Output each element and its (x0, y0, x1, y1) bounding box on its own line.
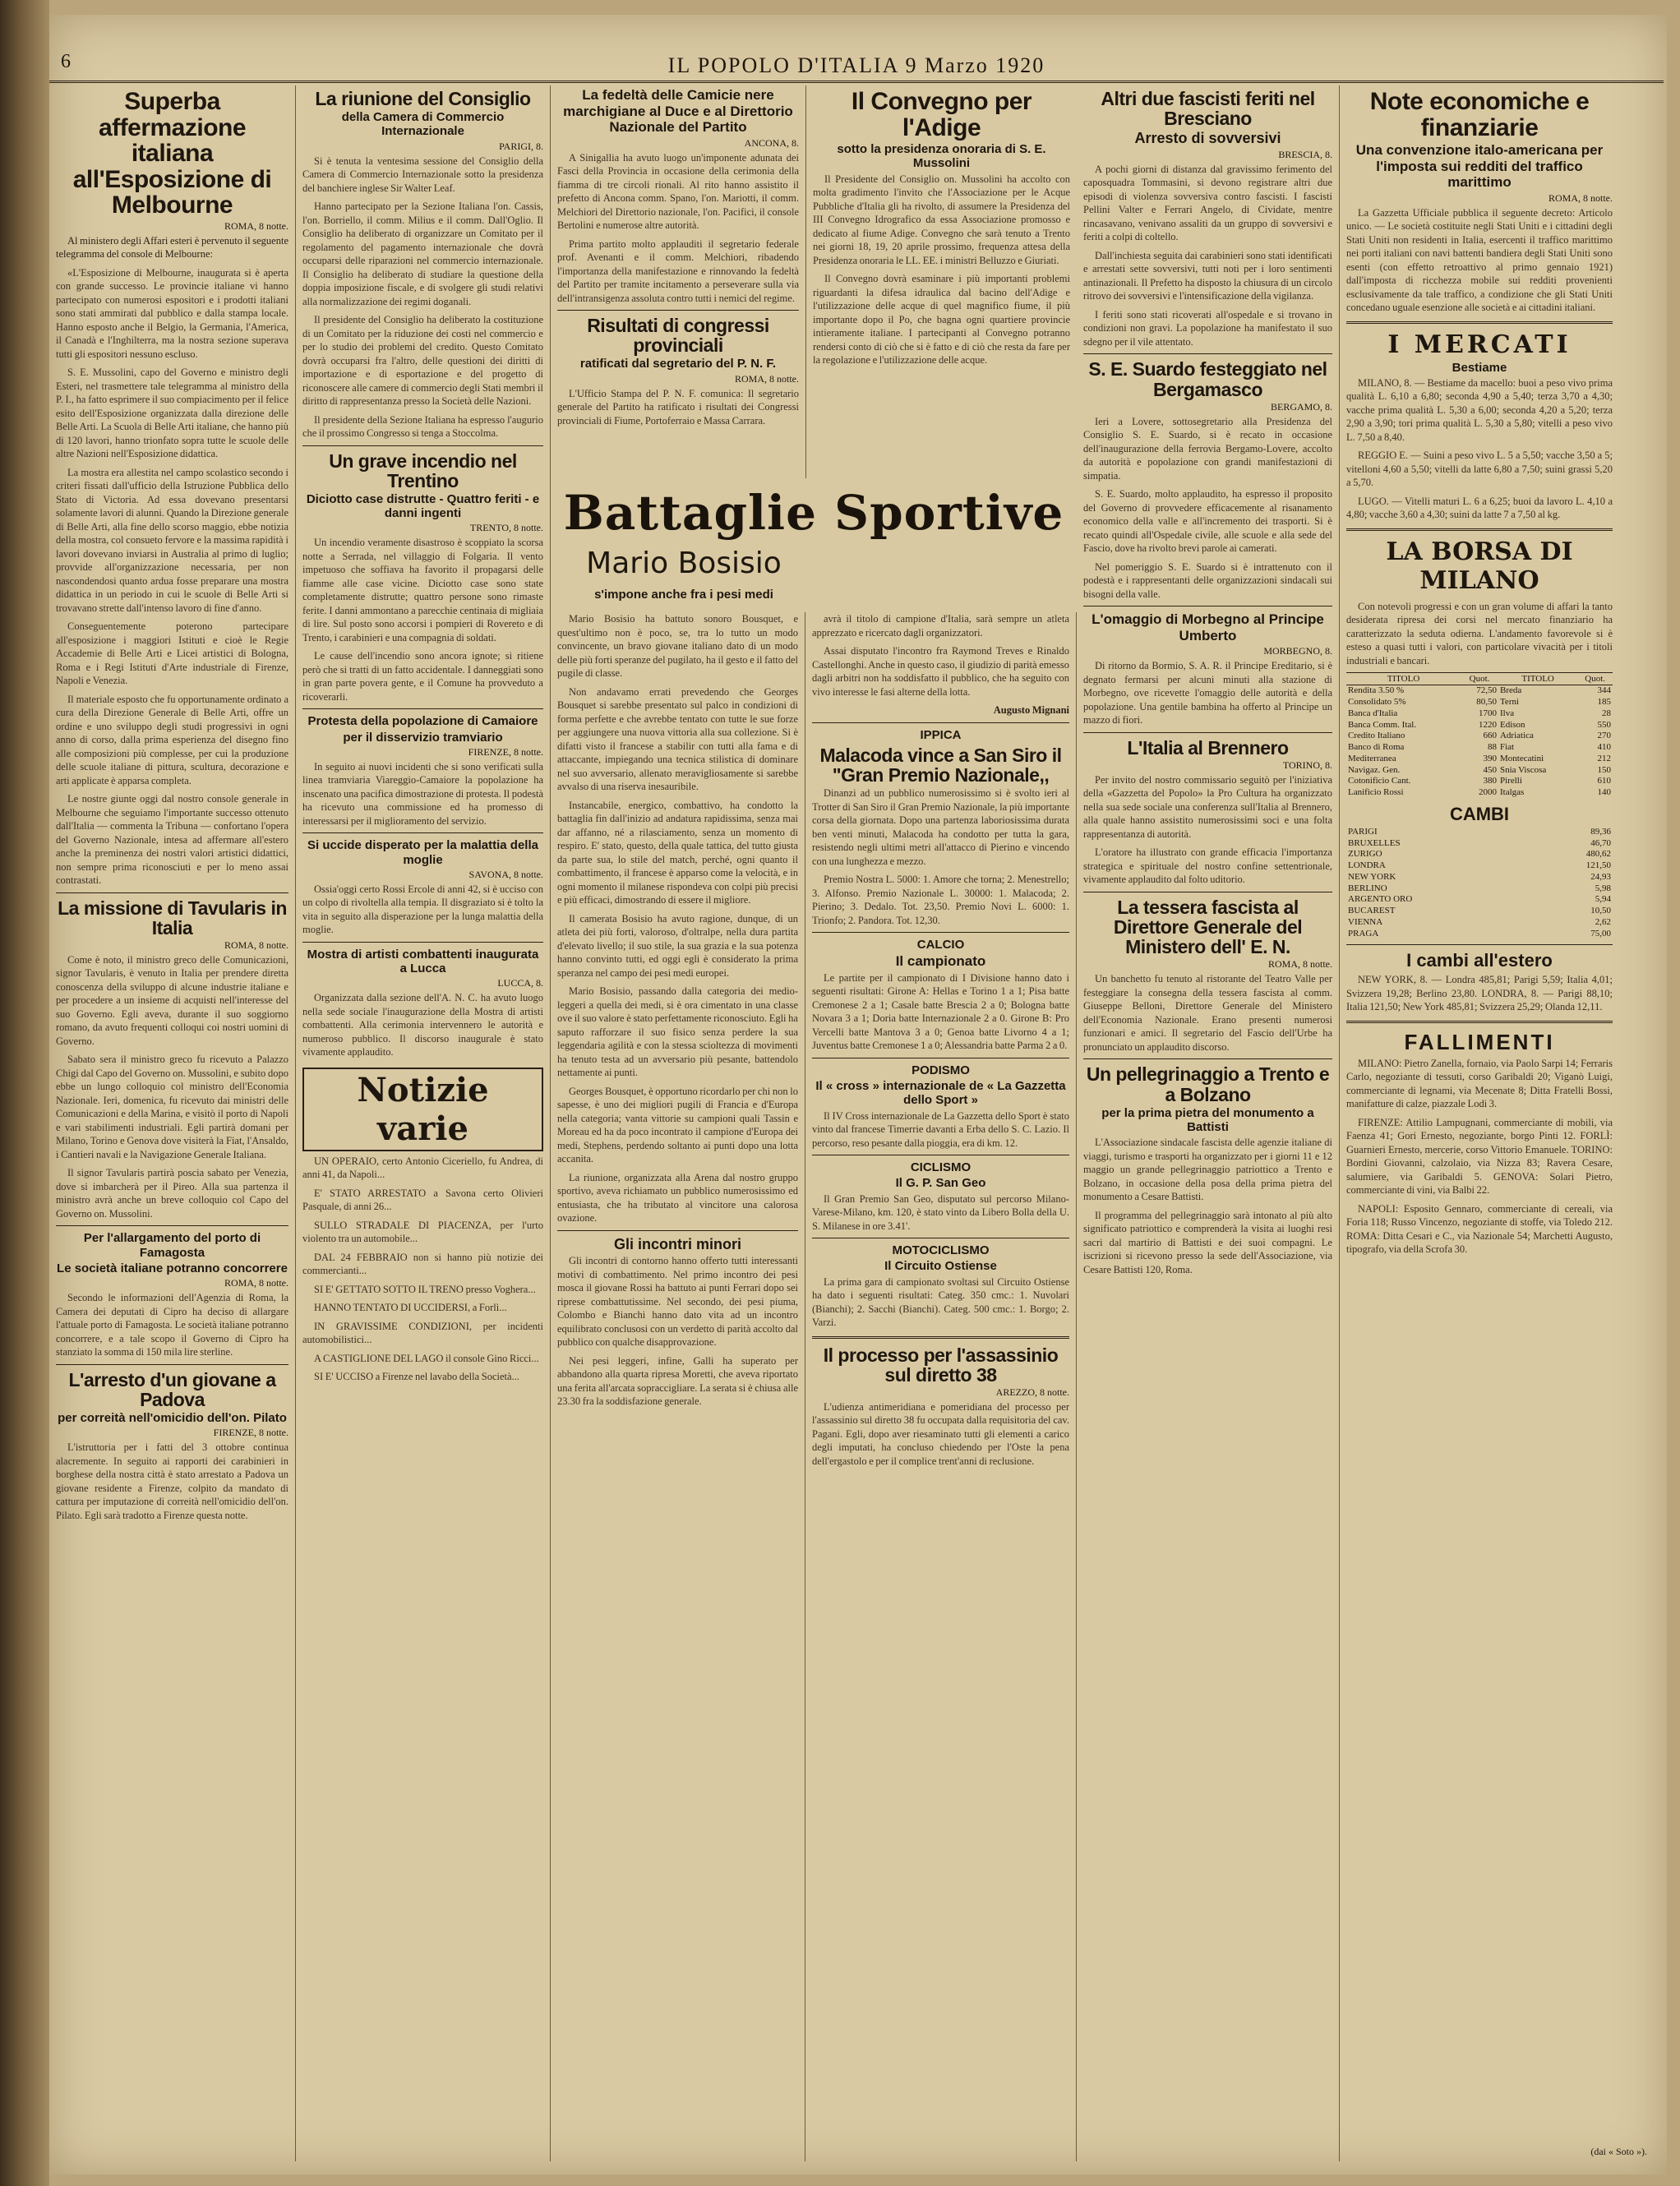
headline-bosisio: Mario Bosisio (586, 546, 782, 580)
table-cell: Breda (1499, 685, 1522, 696)
news-item: E' STATO ARRESTATO a Savona certo Olivieri Pasquale, di anni 26... (302, 1187, 543, 1213)
section-cambi-estero: I cambi all'estero (1406, 950, 1553, 971)
dateline: ANCONA, 8. (744, 136, 799, 149)
dateline: TORINO, 8. (1282, 759, 1332, 771)
article-text: Prima partito molto applauditi il segretario federale prof. Avenanti e il comm. Melchiori, ribadendo l'importanza della manifestazione e rinnovando la fedeltà del Partito per tramite incitamento a perseverare sulla via dell'intransigenza assoluta contro tutti i nemici del regime. (557, 238, 799, 304)
section-calcio: CALCIO (916, 938, 965, 952)
table-cell: Italgas (1499, 787, 1525, 798)
article-text: Il camerata Bosisio ha avuto ragione, dunque, di un atleta dei più forti, valoroso, d'oltralpe, nella dura partita d'elevato livello; il suo stile, la sua grazia e la sua potenza hanno convinto tutti, ed oggi egli è considerato la prima speranza nel campo dei pesi medi europei. (557, 912, 798, 979)
article-text: Instancabile, energico, combattivo, ha condotto la battaglia fin dall'inizio ad andatura rapidissima, senza mai dar affanno, né a rilasciamento, senza un momento di respiro. E' stato, questo, della quale tattica, del tutto giusta da parte sua, lo stile del match, perché, ogni quanto il combattimento, il francese è apparso come la velocità, e in ogni momento il milanese rispondeva con colpi più precisi e più efficaci, dimostrando di essere il migliore. (557, 799, 798, 906)
table-cell: 150 (1597, 764, 1611, 775)
table-row (1346, 742, 1613, 754)
table-row (1346, 776, 1613, 787)
table-row (1346, 765, 1613, 777)
dateline: ROMA, 8 notte. (224, 219, 288, 232)
table-cell: Consolidato 5% (1348, 697, 1406, 708)
table-cell: Banca d'Italia (1348, 708, 1398, 718)
article-text: Dall'inchiesta seguita dai carabinieri sono stati identificati e arrestati sette sovversivi, tutti noti per i loro sentimenti antinazionali. Il Prefetto ha disposto la chiusura di un circolo ritrovo dei sovversivi e l'intensificazione della vigilanza. (1083, 249, 1332, 302)
article-text: Mario Bosisio ha battuto sonoro Bousquet, e quest'ultimo non è poco, se, tra lo tutto un modo convincente, un bravo giovane italiano dato di un modo delle più forti speranze del pugilato, ha il gesto e il fatto del pugile di classe. (557, 613, 798, 679)
subheadline: Le società italiane potranno concorrere (57, 1261, 288, 1275)
headline-ostiense: Il Circuito Ostiense (884, 1259, 997, 1274)
table-cell: 380 (1483, 776, 1497, 786)
section-battaglie-sportive: Battaglie Sportive (563, 485, 1064, 541)
column-4 (805, 85, 1077, 478)
table-cell: 185 (1597, 697, 1611, 708)
news-item: HANNO TENTATO DI UCCIDERSI, a Forlì... (314, 1302, 507, 1314)
article-text: FIRENZE: Attilio Lampugnani, commerciante di mobili, via Faenza 41; Gori Ernesto, negoziante, borgo Pinti 12. FORLÌ: Guarnieri Ernesto, mercerie, corso Vittorio Emanuele. TORINO: Bordini Giovanni, calzolaio, via Nizza 83; Ravera Cesare, salumiere, via Garibaldi 5. GENOVA: Solari Pietro, commerciante di vini, via Balbi 22. (1346, 1116, 1613, 1197)
article-text: Dinanzi ad un pubblico numerosissimo si è svolto ieri al Trotter di San Siro il Gran Premio Nazionale, la più importante corsa della giornata. Dopo una partenza laboriosissima durata ben venti minuti, Malacoda ha condotto per tutta la gara, resistendo negli ultimi metri all'attacco di Pierino e vincendo con una lunghezza e mezzo. (812, 787, 1069, 867)
column-6 (1340, 85, 1619, 2161)
exchange-cell: 5,98 (1595, 883, 1611, 893)
dateline: ROMA, 8 notte. (224, 939, 288, 951)
dateline: ROMA, 8 notte. (735, 372, 799, 385)
exchange-row (1346, 917, 1613, 929)
headline-congressi: Risultati di congressi provinciali (587, 315, 769, 357)
table-cell: Lanificio Rossi (1348, 787, 1404, 798)
table-cell: 344 (1597, 685, 1611, 696)
exchange-row (1346, 860, 1613, 872)
table-header: Quot. (1577, 673, 1613, 685)
dateline: ROMA, 8 notte. (1548, 191, 1613, 204)
article-text: NAPOLI: Esposito Gennaro, commerciante di cereali, via Foria 118; Russo Vincenzo, negoziante di stoffe, via Toledo 212. ROMA: Ditta Cesari e C., via Nazionale 54; Marchetti Augusto, tipografo, via della Scrofa 30. (1346, 1202, 1613, 1256)
table-cell: 390 (1483, 753, 1497, 763)
table-cell: Banca Comm. Ital. (1348, 719, 1417, 730)
subheadline: Una convenzione italo-americana per l'imposta sui redditi del traffico marittimo (1355, 142, 1604, 191)
exchange-cell: NEW YORK (1348, 871, 1396, 882)
dateline: BERGAMO, 8. (1270, 400, 1332, 413)
table-cell: Adriatica (1499, 731, 1534, 741)
article-text: Le partite per il campionato di I Divisione hanno dato i seguenti risultati: Girone A: Hellas e Torino 1 a 1; Pisa batte Cremonese 2 a 1; Casale batte Brescia 2 a 0; Bologna batte Novara 3 a 1; Doria batte Internazionale 2 a 0. Girone B: Pro Vercelli batte Mantova 3 a 0; Genoa batte Livorno 4 a 1; Juventus batte Cremonese 1 a 0; Alessandria batte Parma 2 a 0. (812, 971, 1069, 1052)
table-cell: 72,50 (1476, 685, 1497, 696)
exchange-cell: BRUXELLES (1348, 837, 1401, 848)
signature: Augusto Mignani (993, 704, 1069, 716)
table-header: TITOLO (1498, 673, 1577, 685)
subheadline: per il disservizio tramviario (343, 730, 503, 745)
exchange-cell: 75,00 (1590, 928, 1611, 939)
article-text: Di ritorno da Bormio, S. A. R. il Principe Ereditario, si è degnato fermarsi per alcuni minuti alla stazione di Morbegno, ove ricevette l'omaggio delle autorità e della popolazione. Una gentile bambina ha offerto al Principe un mazzo di fiori. (1083, 660, 1332, 726)
headline-camaiore: Protesta della popolazione di Camaiore (307, 714, 538, 729)
article-text: Le nostre giunte oggi dal nostro console generale in Melbourne che seguiamo l'importante successo ottenuto dall'Italia — commenta la Tribuna — confortano l'opera del Governo Nazionale, intesa ad affermare all'estero anche la preminenza dei nostri valori artistici didattici, non sempre prima riconosciuti e per lo meno assai contrastati. (56, 793, 288, 886)
table-cell: Mediterranea (1348, 753, 1396, 763)
exchange-cell: BERLINO (1348, 883, 1387, 893)
section-borsa: LA BORSA DI MILANO (1386, 537, 1573, 595)
table-cell: 2000 (1478, 787, 1497, 798)
exchange-row (1346, 929, 1613, 940)
exchange-cell: 5,94 (1595, 894, 1611, 905)
table-cell: 88 (1487, 742, 1497, 753)
article-text: Le cause dell'incendio sono ancora ignote; si ritiene però che si tratti di un fatto accidentale. I danneggiati sono in gran parte povera gente, e il Comune ha provveduto a ricoverarli. (302, 650, 543, 703)
headline-adige: Il Convegno per l'Adige (851, 88, 1032, 141)
article-text: L'Associazione sindacale fascista delle agenzie italiane di viaggi, turismo e trasporti ha organizzato per i giorni 11 e 12 maggio un grande pellegrinaggio patriottico a Trento e Bolzano, in occasione della posa della prima pietra del monumento a Cesare Battisti. (1083, 1137, 1332, 1203)
article-text: Mario Bosisio, passando dalla categoria dei medio-leggeri a quella dei medi, si è ora cimentato in una classe ove il suo valore è stato perfettamente riconosciuto. Egli ha saputo rafforzare il suo fisico senza perdere la sua leggendaria agilità e con la stessa scioltezza di movimenti ha tenuto testa ad un avversario più pesante, battendolo nettamente ai punti. (557, 985, 798, 1078)
article-text: L'Ufficio Stampa del P. N. F. comunica: Il segretario generale del Partito ha ratificato i risultati dei Congressi provinciali di Fiume, Portoferraio e Massa Carrara. (557, 387, 799, 427)
table-row (1346, 697, 1613, 708)
article-text: Il programma del pellegrinaggio sarà intonato al più alto significato patriottico e comprenderà la visita ai luoghi resi sacri dal martirio di Battisti e dei suoi compagni. Le iscrizioni si ricevono presso la sede dell'Associazione, via Cesare Battisti 120, Roma. (1083, 1209, 1332, 1275)
exchange-cell: PRAGA (1348, 928, 1379, 939)
dateline: ROMA, 8 notte. (224, 1277, 288, 1289)
exchange-cell: VIENNA (1348, 916, 1383, 927)
article-text: Il signor Tavularis partirà poscia sabato per Venezia, dove si imbarcherà per il Pireo. Alla sua partenza il ministro avrà anche un breve colloquio col Capo del Governo on. Mussolini. (56, 1167, 288, 1220)
headline-melbourne: Superba affermazione italiana all'Esposizione di Melbourne (72, 88, 272, 219)
headline-malacoda: Malacoda vince a San Siro il "Gran Premio Nazionale,, (819, 744, 1062, 786)
article-text: Con notevoli progressi e con un gran volume di affari la tanto desiderata ripresa dei corsi nel mercato finanziario ha caratterizzato la seduta odierna. L'andamento favorevole si è esteso a quasi tutti i valori, con particolare vivacità per i titoli industriali e bancari. (1346, 600, 1613, 666)
article-text: Per invito del nostro commissario seguitò per l'iniziativa della «Gazzetta del Popolo» la Pro Cultura ha organizzato nella sua sede sociale una conferenza sull'Italia al Brennero, alla quale hanno assistito numerosissimi soci e una folta rappresentanza di autorità. (1083, 773, 1332, 840)
article-text: La riunione, organizzata alla Arena dal nostro gruppo sportivo, aveva richiamato un pubblico numerosissimo ed entusiasta, che ha tributato al vincitore una calorosa ovazione. (557, 1171, 798, 1224)
exchange-cell: LONDRA (1348, 860, 1386, 871)
dateline: BRESCIA, 8. (1278, 148, 1332, 160)
table-cell: Cotonificio Cant. (1348, 776, 1411, 786)
section-ciclismo: CICLISMO (910, 1160, 972, 1175)
table-cell: Rendita 3.50 % (1348, 685, 1405, 696)
exchange-cell: 2,62 (1595, 916, 1611, 927)
subheadline: ratificati dal segretario del P. N. F. (579, 357, 777, 371)
subheadline: per correità nell'omicidio dell'on. Pilato (58, 1410, 287, 1425)
newspaper-name: IL POPOLO D'ITALIA 9 Marzo 1920 (667, 53, 1045, 77)
article-text: Nel pomeriggio S. E. Suardo si è intrattenuto con il podestà e i rappresentanti delle organizzazioni sindacali sui bisogni della valle. (1083, 560, 1332, 600)
table-cell: 660 (1483, 731, 1497, 741)
article-text: Georges Bousquet, è opportuno ricordarlo per chi non lo sapesse, è uno dei migliori pugili di Francia e d'Europa nella categoria; vanta vittorie su campioni quali Tassin e Moreau ed ha da poco incontrato il campione d'Europa dei medi, Stephens, perdendo soltanto ai punti dopo una lotta accanita. (557, 1085, 798, 1164)
article-text: Ieri a Lovere, sottosegretario alla Presidenza del Consiglio S. E. Suardo, si è recato in occasione dell'inaugurazione della ferrovia Bergamo-Lovere, accolto da autorità e popolazione con grandi manifestazioni di simpatia. (1083, 415, 1332, 482)
news-item: IN GRAVISSIME CONDIZIONI, per incidenti automobilistici... (302, 1320, 543, 1346)
article-text: REGGIO E. — Suini a peso vivo L. 5 a 5,50; vacche 3,50 a 5; vitelloni 4,60 a 5,50; vitelli da latte 6,80 a 7,50; suini grassi 5,20 a 5,70. (1346, 450, 1613, 489)
article-text: I feriti sono stati ricoverati all'ospedale e si trovano in condizioni non gravi. La popolazione ha manifestato il suo sdegno per il vile attentato. (1083, 308, 1332, 348)
article-text: S. E. Mussolini, capo del Governo e ministro degli Esteri, nel trasmettere tale telegramma al ministro della P. I., ha fatto esprimere il suo compiacimento per il felice esito dell'Esposizione organizzata dalla direzione delle Belle Arti. La Scuola di Belle Arti italiane, che hanno più di 120 lavori, hanno trionfato sopra tutte le scuole delle altre Nazioni nell'Esposizione didattica. (56, 367, 288, 459)
article-text: LUGO. — Vitelli maturi L. 6 a 6,25; buoi da lavoro L. 4,10 a 4,80; vacche 3,60 a 4,30; suini da latte 7 a 7,50 al kg. (1346, 495, 1613, 521)
table-cell: 80,50 (1476, 697, 1497, 708)
headline-processo: Il processo per l'assassinio sul diretto 38 (823, 1344, 1059, 1386)
dateline: AREZZO, 8 notte. (995, 1386, 1069, 1398)
table-cell: 610 (1597, 776, 1611, 786)
exchange-row (1346, 838, 1613, 850)
table-cell: 270 (1597, 731, 1611, 741)
table-cell: Fiat (1499, 742, 1515, 753)
section-notizie-varie: Notizie varie (302, 1068, 543, 1151)
table-cell: 1700 (1478, 708, 1497, 718)
table-header: Quot. (1461, 673, 1498, 685)
article-lead: Al ministero degli Affari esteri è pervenuto il seguente telegramma del console di Melbourne: (56, 234, 288, 260)
article-text: Conseguentemente poterono partecipare all'esposizione i maggiori Istituti e cioè le Regie Accademie di Belle Arti e Licei artistici di Bologna, Roma e i Regi Istituti d'Arte industriale di Firenze, Napoli e Venezia. (56, 620, 288, 686)
table-cell: Terni (1499, 697, 1520, 708)
table-cell: 212 (1597, 753, 1611, 763)
column-1 (49, 85, 296, 2161)
article-text: La mostra era allestita nel campo scolastico secondo i criteri fissati dall'ufficio della Istruzione Pubblica dello Stato di Victoria. Ad essa dovevano presentarsi solamente lavori di alunni. Quando la Direzione generale di Belle Arti, alla fine dello scorso maggio, ebbe notizia della mostra, col consueto fervore e la massima rapidità i lavori dovevano inviarsi in Australia al primo di luglio; provvide all'organizzazione necessaria, per non nascondendosi quanto ardua fosse preparare una mostra didattica in un periodo in cui le scuole di Belle Arti si trovavano strette dall'intenso lavoro di fine d'anno. (56, 466, 288, 614)
article-text: In seguito ai nuovi incidenti che si sono verificati sulla linea tramviaria Viareggio-Camaiore la popolazione ha inscenato una pacifica dimostrazione di protesta. Il podestà ha ricevuto una commissione ed ha promesso di interessarsi per il miglioramento del servizio. (302, 760, 543, 827)
article-text: A Sinigallia ha avuto luogo un'imponente adunata dei Fasci della Provincia in occasione della cerimonia della fiamma di tre circoli rionali. Al rito hanno assistito il prefetto di Ancona comm. Spano, l'on. Mariotti, il comm. Melchiori del Direttorio nazionale, l'on. Pacifici, il console Bertolini e numerose altre autorità. (557, 151, 799, 232)
article-text: avrà il titolo di campione d'Italia, sarà sempre un atleta apprezzato e ricercato dagli organizzatori. (812, 613, 1069, 639)
column-3-sport (551, 612, 805, 2161)
dateline: TRENTO, 8 notte. (469, 522, 543, 534)
article-text: Il Convegno dovrà esaminare i più importanti problemi riguardanti la difesa idraulica dal bacino dell'Adige e l'utilizzazione delle acque di quel magnifico fiume, il più importante dopo il Po, che bagna ogni quartiere provincie intieramente italiane. I partecipanti al Convegno potranno rendersi conto di ciò che si è fatto e di ciò che resta da fare per la regolazione e l'utilizzazione delle acque. (813, 273, 1070, 366)
article-text: Non andavamo errati prevedendo che Georges Bousquet si sarebbe presentato sul palco in condizioni di forma perfette e che avrebbe tentato con tutte le sue forze per aggiungere una nuova vittoria alla sua collezione. Si è difatti visto il francese a stabilir con tutti alla fama e di attaccante, impiegando una tecnica stilistica di dominare nel suo avversario, allenato meravigliosamente si sarebbe avvalso di una riserva inesauribile. (557, 685, 798, 792)
dateline: FIRENZE, 8 notte. (213, 1427, 288, 1439)
headline-bresciano: Altri due fascisti feriti nel Bresciano (1101, 88, 1315, 130)
exchange-row (1346, 849, 1613, 860)
headline-consiglio: La riunione del Consiglio (315, 88, 531, 109)
footer-note: (dai « Soto »). (1590, 2146, 1647, 2157)
column-4-sport (805, 612, 1077, 2161)
table-row (1346, 720, 1613, 731)
table-row (1346, 754, 1613, 765)
news-item: DAL 24 FEBBRAIO non si hanno più notizie dei commercianti... (302, 1251, 543, 1277)
column-3 (551, 85, 805, 478)
stock-table (1346, 672, 1613, 799)
news-item: UN OPERAIO, certo Antonio Ciceriello, fu Andrea, di anni 41, da Napoli... (302, 1155, 543, 1181)
article-text: Come è noto, il ministro greco delle Comunicazioni, signor Tavularis, è venuto in Italia per prendere diretta conoscenza della sviluppo di alcune industrie italiane e per procedere a un insieme di acquisti nell'interesse del suo Governo. Egli aveva, durante il suo soggiorno romano, da avuto frequenti colloqui coi nostri uomini di Governo. (56, 953, 288, 1047)
news-item: SI E' UCCISO a Firenze nel lavabo della Società... (314, 1371, 519, 1383)
article-text: Sabato sera il ministro greco fu ricevuto a Palazzo Chigi dal Capo del Governo on. Mussolini, e subito dopo ebbe un lungo colloquio col ministro dell'Economia Nazionale. Ieri, domenica, fu ricevuto dai ministri delle Comunicazioni e della Marina, e visitò il porto di Napoli e vari stabilimenti industriali. Egli partirà domani per Milano, Torino e Genova dove visiterà la Fiat, l'Ansaldo, i Cantieri navali e la Navigazione Generale Italiana. (56, 1054, 288, 1160)
exchange-cell: 10,50 (1590, 906, 1611, 916)
table-row (1346, 731, 1613, 742)
dateline: LUCCA, 8. (497, 977, 543, 989)
subheadline: della Camera di Commercio Internazionale (341, 110, 505, 139)
table-cell: Banco di Roma (1348, 742, 1405, 753)
headline-padova: L'arresto d'un giovane a Padova (68, 1368, 276, 1410)
subheadline: per la prima pietra del monumento a Battisti (1101, 1105, 1314, 1134)
exchange-row (1346, 906, 1613, 917)
article-text: MILANO: Pietro Zanella, fornaio, via Paolo Sarpi 14; Ferraris Carlo, negoziante di tessuti, corso Garibaldi 20; Viganò Luigi, commerciante di legnami, via Mecenate 8; Ditta Fratelli Bossi, manifatture di calze, piazzale Lodi 3. (1346, 1057, 1613, 1110)
headline-pellegrinaggio: Un pellegrinaggio a Trento e a Bolzano (1086, 1063, 1330, 1105)
table-cell: 410 (1597, 742, 1611, 753)
article-text: Il materiale esposto che fu opportunamente ordinato a cura della Direzione Generale di Belle Arti, offre un ordine e uno sviluppo degli studi progressivi in ogni anno di corso, dalla prima esperienza del disegno fino alle composizioni più complesse, per cui la produzione delle scuole italiane di pittura, scultura, decorazione e arti applicate è apparsa completa. (56, 693, 288, 786)
masthead (49, 51, 1664, 83)
article-text: Il presidente della Sezione Italiana ha espresso l'augurio che il prossimo Congresso si tenga a Stoccolma. (302, 413, 543, 440)
article-text: Il IV Cross internazionale de La Gazzetta dello Sport è stato vinto dal francese Timerrie davanti a Erba dello S. C. Lazio. Il percorso, reso pesante dalla pioggia, era di km. 12. (812, 1109, 1069, 1149)
exchange-row (1346, 883, 1613, 895)
article-text: A pochi giorni di distanza dal gravissimo ferimento del caposquadra Tommasini, si devono registrare altri due episodi di violenza sovversiva contro fascisti. I fascisti Pellini Valter e Ferrari Angelo, di Cividate, mentre rincasavano, venivano assaliti da un gruppo di sovversivi e feriti a colpi di coltello. (1083, 163, 1332, 243)
subheadline: s'impone anche fra i pesi medi (594, 588, 773, 602)
exchange-row (1346, 872, 1613, 883)
exchange-cell: 89,36 (1590, 826, 1611, 837)
exchange-row (1346, 894, 1613, 906)
article-text: Secondo le informazioni dell'Agenzia di Roma, la Camera dei deputati di Cipro ha deciso di allargare l'attuale porto di Famagosta. Le società italiane potranno concorrere, e a tale scopo il Governo di Cipro ha stanziato la somma di 150 mila lire sterline. (56, 1292, 288, 1358)
article-text: Il Gran Premio San Geo, disputato sul percorso Milano-Varese-Milano, km. 120, è stato vinto da Libero Bolla della U. S. Milanese in ore 3.41'. (812, 1192, 1069, 1232)
article-text: Ossia'oggi certo Rossi Ercole di anni 42, si è ucciso con un colpo di rivoltella alla tempia. Il disgraziato si è tolto la vita in seguito alla disperazione per la lunga malattia della moglie. (302, 883, 543, 936)
article-text: Nei pesi leggeri, infine, Galli ha superato per abbandono alla quarta ripresa Moretti, che aveva riportato una ferita all'arcata sopraccigliare. La serata si è chiusa alle 23.30 fra la soddisfazione generale. (557, 1354, 798, 1408)
section-podismo: PODISMO (912, 1063, 970, 1077)
news-item: SULLO STRADALE DI PIACENZA, per l'urto violento tra un automobile... (302, 1219, 543, 1245)
table-cell: 550 (1597, 719, 1611, 730)
table-cell: Edison (1499, 719, 1525, 730)
article-text: NEW YORK, 8. — Londra 485,81; Parigi 5,59; Italia 4,01; Svizzera 19,28; Berlino 23,80. LONDRA, 8. — Parigi 88,10; Italia 121,50; New York 485,81; Svizzera 25,29; Olanda 12,11. (1346, 974, 1613, 1013)
headline-morbegno: L'omaggio di Morbegno al Principe Umberto (1092, 611, 1324, 643)
table-cell: Snia Viscosa (1499, 764, 1547, 775)
table-cell: Pirelli (1499, 776, 1522, 786)
exchange-cell: ARGENTO ORO (1348, 894, 1413, 905)
subheadline: Bestiame (1452, 360, 1507, 375)
table-cell: 450 (1483, 764, 1497, 775)
table-cell: Credito Italiano (1348, 731, 1405, 741)
article-text: La Gazzetta Ufficiale pubblica il seguente decreto: Articolo unico. — Le società costituite negli Stati Uniti e i cittadini degli Stati Uniti non residenti in Italia, esercenti il traffico marittimo nei porti italiani con navi battenti bandiera degli Stati Uniti sono esenti (con effetto retroattivo al primo gennaio 1921) dall'imposta di ricchezza mobile sui redditi provenienti esclusivamente da tale traffico, a condizione che gli Stati Uniti concedano uguale esenzione alle società e ai cittadini italiani. (1346, 206, 1613, 314)
article-text: MILANO, 8. — Bestiame da macello: buoi a peso vivo prima qualità L. 6,10 a 6,80; seconda 4,90 a 5,40; terza 3,70 a 4,30; vacche prima qualità L. 5,30 a 6,00; seconda 4,20 a 5,20; terza 2,90 a 3,90; tori prima qualità L. 5,30 a 5,80; vitelli a peso vivo L. 7,50 a 8,40. (1346, 376, 1613, 443)
article-text: Il Presidente del Consiglio on. Mussolini ha accolto con molta gradimento l'invito che l'Associazione per le Acque Pubbliche d'Italia gli ha rivolto, di assumere la Presidenza del III Convegno Idrografico da essa Associazione promosso e dedicato al fiume Adige. Convegno che sarà tenuto a Trento nei giorni 18, 19, 20 aprile prossimo, frequenza attesa della Presidenza onoraria le LL. EE. i ministri Belluzzo e Giuriati. (813, 173, 1070, 266)
headline-famagosta: Per l'allargamento del porto di Famagosta (83, 1231, 261, 1260)
article-text: L'istruttoria per i fatti del 3 ottobre continua alacremente. In seguito ai rapporti dei carabinieri in borghese della nostra città è stato arrestato a Padova un giovane residente a Firenze, colpito da mandato di cattura per imputazione di correità nell'omicidio dell'on. Pilato. Egli sarà tradotto a Firenze questa notte. (56, 1441, 288, 1521)
column-5 (1077, 85, 1340, 2161)
exchange-table (1346, 827, 1613, 940)
news-item: SI E' GETTATO SOTTO IL TRENO presso Voghera... (314, 1283, 536, 1295)
dateline: PARIGI, 8. (499, 140, 543, 152)
headline-brennero: L'Italia al Brennero (1127, 736, 1289, 759)
headline-tessera: La tessera fascista al Direttore Generale del Ministero dell' E. N. (1113, 896, 1303, 958)
headline-suardo: S. E. Suardo festeggiato nel Bergamasco (1088, 358, 1327, 400)
table-header: TITOLO (1346, 673, 1461, 685)
headline-campionato: Il campionato (895, 953, 986, 970)
article-text: Il presidente del Consiglio ha deliberato la costituzione di un Comitato per la riduzione dei costi nel commercio e per lo studio dei problemi del credito. Questo Comitato dovrà occuparsi fra l'altro, delle questioni dei diritti di importazione e di esportazione e del progetto di riconoscere alle camere di commercio degli Stati membri il diritto di rappresentanza presso la Società delle Nazioni. (302, 314, 543, 408)
article-text: Gli incontri di contorno hanno offerto tutti interessanti motivi di combattimento. Nel primo incontro dei pesi mosca il giovane Rossi ha battuto ai punti Ferrari dopo sei riprese combattutissime. Nel secondo, dei pesi piuma, Colombo e Bianchi hanno dato vita ad un incontro equilibrato conclusosi con un verdetto di parità accolto dal pubblico con qualche disapprovazione. (557, 1255, 798, 1349)
dateline: FIRENZE, 8 notte. (468, 745, 543, 758)
article-text: S. E. Suardo, molto applaudito, ha espresso il proposito del Governo di provvedere efficacemente al risanamento economico della valle e all'incremento dei trasporti. Si è recato quindi all'Ospedale civile, alle scuole e alla sede del Fascio, dove ha rivolto brevi parole ai camerati. (1083, 488, 1332, 555)
dateline: ROMA, 8 notte. (1268, 958, 1332, 971)
headline-cross: Il « cross » internazionale de « La Gazzetta dello Sport » (815, 1079, 1066, 1108)
article-text: Organizzata dalla sezione dell'A. N. C. ha avuto luogo nella sede sociale l'inaugurazione della Mostra di artisti combattenti. Alla cerimonia intervennero le autorità e numeroso pubblico. Il discorso inaugurale è stato vivamente applaudito. (302, 992, 543, 1058)
column-2 (296, 85, 551, 2161)
article-text: Premio Nostra L. 5000: 1. Amore che torna; 2. Menestrello; 3. Alfonso. Premio Nazionale L. 30000: 1. Malacoda; 2. Pierino; 3. Dedalo. Tot. 23,50. Premio Novi L. 6000: 1. Trionfo; 2. Pandora. Tot. 12,30. (812, 874, 1069, 926)
table-row (1346, 787, 1613, 799)
headline-incontri-minori: Gli incontri minori (613, 1235, 741, 1252)
article-text: L'oratore ha illustrato con grande efficacia l'importanza strategica e spirituale del nostro confine settentrionale, vivamente applaudito dal folto uditorio. (1083, 846, 1332, 886)
section-mercati: I MERCATI (1387, 330, 1572, 359)
article-text: Un banchetto fu tenuto al ristorante del Teatro Valle per festeggiare la consegna della tessera fascista al comm. Giuseppe Belloni, Direttore Generale del Ministero dell'Economia Nazionale. Erano presenti numerosi funzionari e amici. Il segretario del Fascio dell'Urbe ha pronunciato un applaudito discorso. (1083, 973, 1332, 1053)
table-cell: Navigaz. Gen. (1348, 764, 1401, 775)
article-text: Un incendio veramente disastroso è scoppiato la scorsa notte a Serrada, nel villaggio di Folgaria. Il vento impetuoso che soffiava ha favorito il propagarsi delle fiamme alle case vicine. Diciotto case sono state completamente distrutte; quattro persone sono rimaste ferite. I danni ammontano a parecchie centinaia di migliaia di lire. Sul posto sono accorsi i pompieri di Rovereto e di Trento, i carabinieri e una compagnia di soldati. (302, 537, 543, 643)
table-cell: 140 (1597, 787, 1611, 798)
section-cambi: CAMBI (1449, 803, 1510, 824)
subheadline: sotto la presidenza onoraria di S. E. Mussolini (837, 142, 1046, 171)
headline-san-geo: Il G. P. San Geo (895, 1176, 986, 1191)
table-cell: Ilva (1499, 708, 1515, 718)
subheadline: Arresto di sovversivi (1134, 130, 1281, 147)
article-text: La prima gara di campionato svoltasi sul Circuito Ostiense ha dato i seguenti risultati: Categ. 350 cmc.: 1. Nuvolari (Bianchi); 2. Sacchi (Bianchi). Categ. 500 cmc.: 1. Borgo; 2. Varzi. (812, 1275, 1069, 1329)
section-motociclismo: MOTOCICLISMO (892, 1243, 990, 1258)
exchange-cell: ZURIGO (1348, 849, 1382, 860)
headline-ancona: La fedeltà delle Camicie nere marchigiane al Duce e al Direttorio Nazionale del Partito (563, 87, 793, 136)
article-text: Si è tenuta la ventesima sessione del Consiglio della Camera di Commercio Internazionale sotto la presidenza del banchiere inglese Sir Walter Leaf. (302, 154, 543, 194)
exchange-cell: BUCAREST (1348, 906, 1396, 916)
table-cell: Montecatini (1499, 753, 1544, 763)
dateline: SAVONA, 8 notte. (468, 868, 543, 880)
exchange-cell: 480,62 (1585, 849, 1611, 860)
headline-lucca: Mostra di artisti combattenti inaugurata a Lucca (307, 947, 539, 976)
table-cell: 28 (1602, 708, 1611, 718)
article-text: L'udienza antimeridiana e pomeridiana del processo per l'assassinio sul diretto 38 fu occupata dalla requisitoria del cav. Pagani. Egli, dopo aver riesaminato tutti gli elementi a carico degli imputati, ha concluso chiedendo per l'Oste la pena dell'ergastolo e per il complice trent'anni di reclusione. (812, 1400, 1069, 1467)
article-text: Hanno partecipato per la Sezione Italiana l'on. Cassis, l'on. Borriello, il comm. Milius e il comm. Dall'Oglio. Il Consiglio ha deliberato di organizzare un Comitato per il regolamento del pagamento internazionale che dovrà occuparsi delle riparazioni nel commercio internazionale. Il Consiglio ha deliberato di studiare la questione della doppia imposizione fiscale, e di svolgere gli studi relativi alla normalizzazione dei regimi doganali. (302, 201, 543, 307)
dateline: MORBEGNO, 8. (1263, 645, 1332, 657)
exchange-cell: 46,70 (1590, 837, 1611, 848)
headline-economia: Note economiche e finanziarie (1369, 88, 1590, 141)
section-ippica: IPPICA (920, 727, 962, 742)
table-row (1346, 708, 1613, 720)
exchange-cell: PARIGI (1348, 826, 1378, 837)
news-item: A CASTIGLIONE DEL LAGO il console Gino Ricci... (314, 1352, 539, 1364)
headline-savona: Si uccide disperato per la malattia della moglie (307, 838, 538, 867)
article-text: «L'Esposizione di Melbourne, inaugurata si è aperta con grande successo. Le provincie italiane vi hanno partecipato con numerosi espositori e i prodotti italiani sono stati ammirati dal pubblico e dalla stampa locale. Hanno esposto anche il Belgio, la Germania, l'America, il Canadà e l'Inghilterra, ma la nostra sezione superava tutti gli espositori nessuno escluso. (56, 266, 288, 360)
headline-tavularis: La missione di Tavularis in Italia (58, 897, 287, 939)
section-fallimenti: FALLIMENTI (1404, 1029, 1555, 1054)
subheadline: Diciotto case distrutte - Quattro feriti - e danni ingenti (306, 491, 540, 521)
table-cell: 1220 (1478, 719, 1497, 730)
headline-trentino: Un grave incendio nel Trentino (329, 450, 517, 491)
article-text: Assai disputato l'incontro fra Raymond Treves e Rinaldo Castellonghi. Anche in questo caso, il giudizio di parità emesso dagli arbitri non ha soddisfatto il pubblico, che ha seguito con vivo interesse le fasi alterne della lotta. (812, 645, 1069, 698)
exchange-cell: 121,50 (1585, 860, 1611, 871)
exchange-row (1346, 827, 1613, 838)
exchange-cell: 24,93 (1590, 871, 1611, 882)
page-number: 6 (61, 51, 71, 72)
table-row (1346, 685, 1613, 697)
book-binding (0, 0, 49, 2186)
